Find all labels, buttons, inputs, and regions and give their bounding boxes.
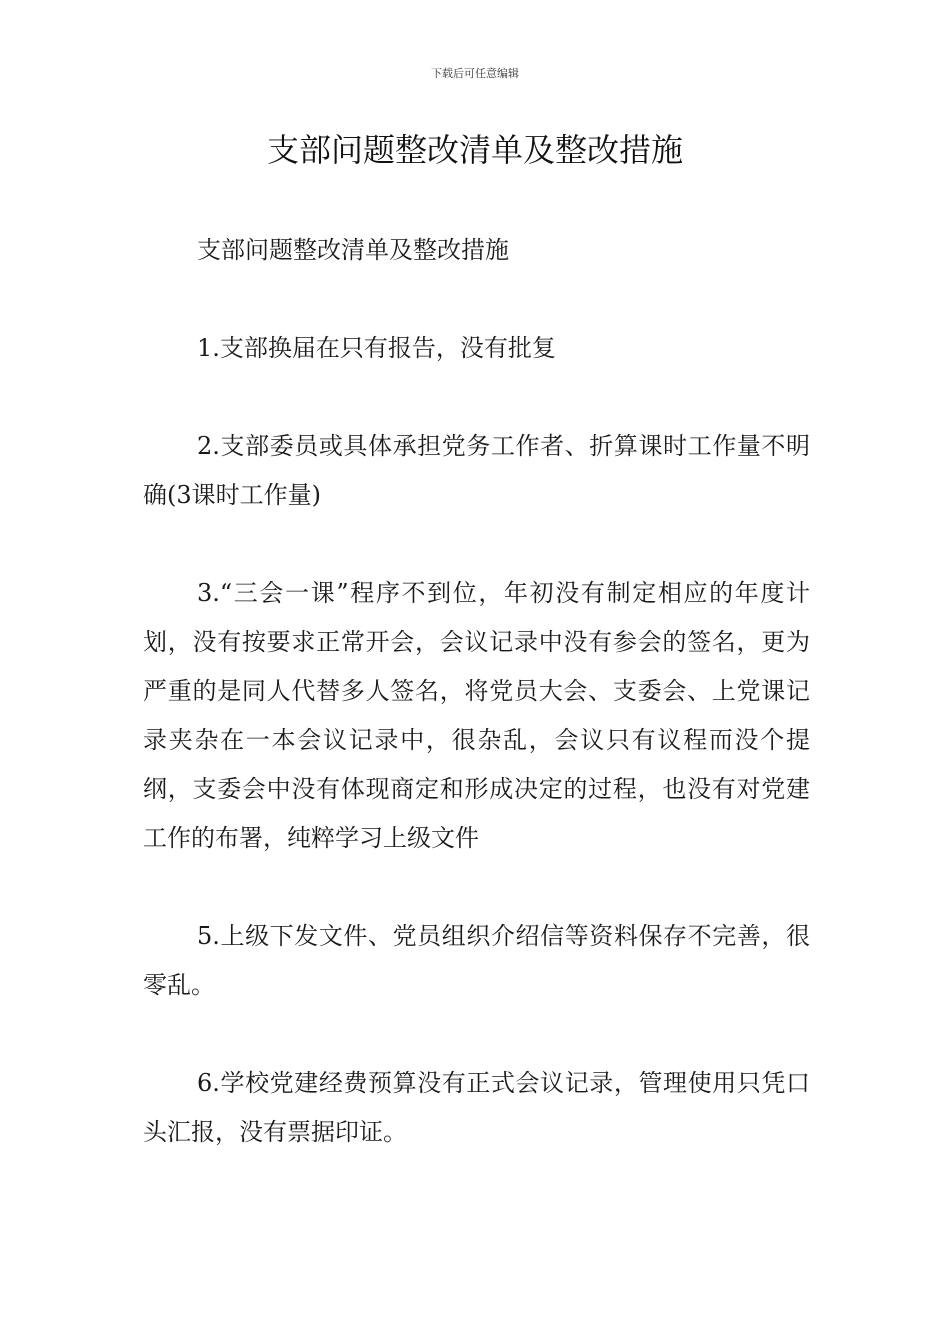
document-title: 支部问题整改清单及整改措施 [266,131,683,169]
paragraph-subtitle: 支部问题整改清单及整改措施 [197,236,509,264]
paragraph-item-5: 5.上级下发文件、党员组织介绍信等资料保存不完善，很零乱。 [143,922,810,999]
paragraph-item-1: 1.支部换届在只有报告，没有批复 [197,334,556,362]
paragraph-item-3: 3.“三会一课”程序不到位，年初没有制定相应的年度计划，没有按要求正常开会，会议记录中没有参会的签名，更为严重的是同人代替多人签名，将党员大会、支委会、上党课记录夹杂在一本会议记录中，很杂乱，会议只有议程而没个提纲，支委会中没有体现商定和形成决定的过程，也没有对党建工作的布署，纯粹学习上级文件 [143,579,810,852]
paragraph-item-2: 2.支部委员或具体承担党务工作者、折算课时工作量不明确(3课时工作量) [143,432,810,509]
document-body [143,226,810,1157]
header-note: 下载后可任意编辑 [431,67,519,80]
paragraph-item-6: 6.学校党建经费预算没有正式会议记录，管理使用只凭口头汇报，没有票据印证。 [143,1069,810,1146]
